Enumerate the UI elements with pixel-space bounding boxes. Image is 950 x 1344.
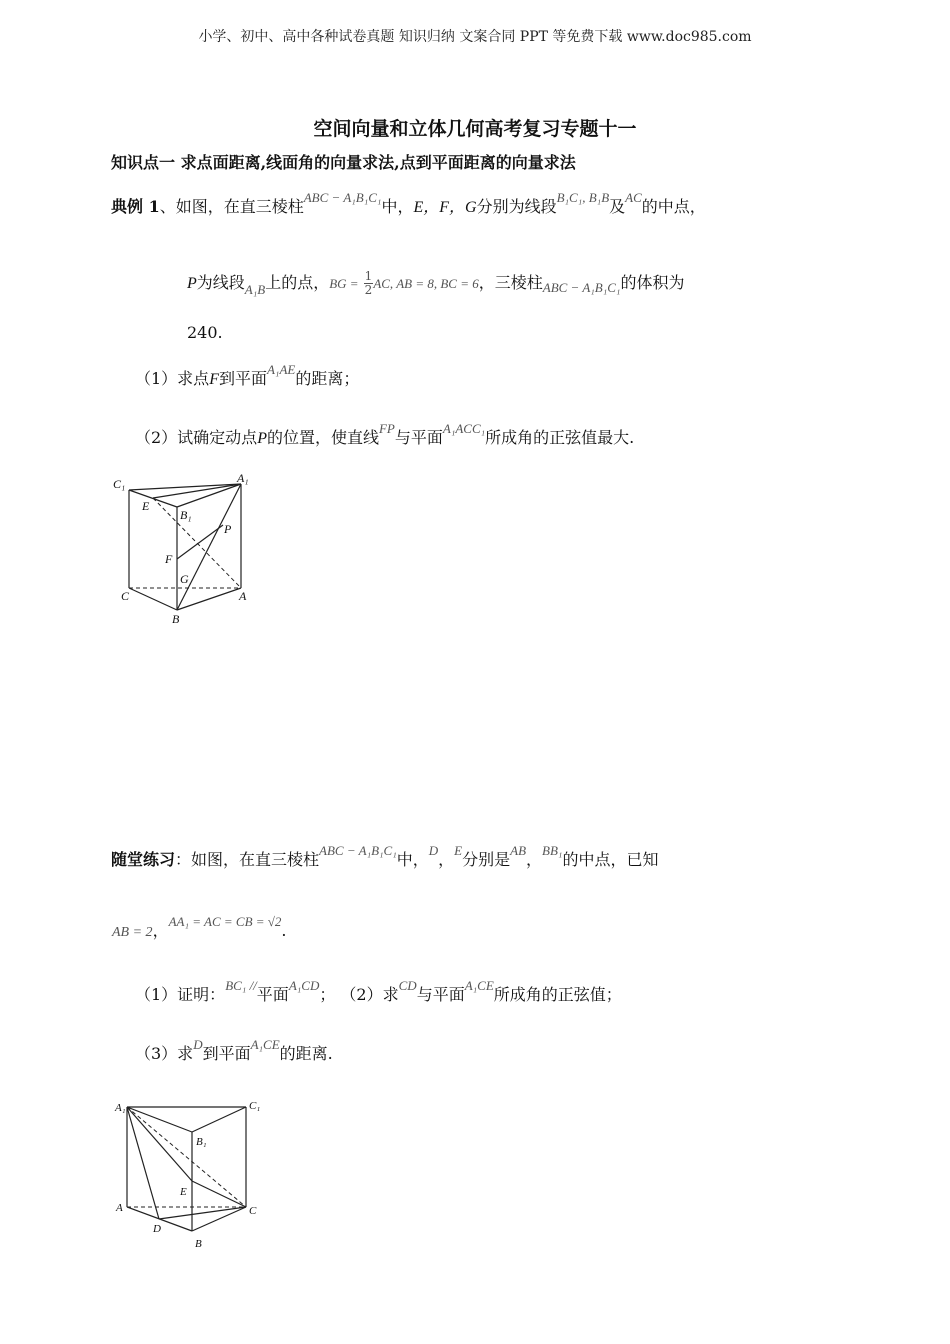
practice-questions-1-2 <box>135 978 622 1007</box>
text: 、如图，在直三棱柱 <box>159 197 304 216</box>
text: 所成角的正弦值； <box>493 985 622 1004</box>
math: E，F，G <box>413 199 477 216</box>
label-b: B <box>172 612 180 626</box>
text: 为线段 <box>196 273 245 292</box>
text: （1）求点 <box>135 369 210 388</box>
math: A₁AE <box>266 362 296 377</box>
example1-line2 <box>187 270 684 297</box>
label-c: C <box>121 589 130 603</box>
math: D <box>428 843 439 858</box>
segment-a1d <box>127 1107 159 1219</box>
text: 中， <box>396 850 429 869</box>
label-a: A <box>239 589 247 603</box>
text: 所成角的正弦值最大. <box>485 428 635 447</box>
example1-volume: 240. <box>187 323 223 342</box>
text: 的中点， <box>641 197 706 216</box>
example1-line1 <box>111 190 706 219</box>
text: ， <box>438 850 455 869</box>
label-p: P <box>224 522 232 536</box>
math: AB = 2 <box>112 925 153 940</box>
math: ABC − A₁B₁C₁ <box>319 843 397 858</box>
label-c1: C₁ <box>113 477 126 491</box>
text: （3）求 <box>135 1044 194 1063</box>
math: P <box>257 430 267 447</box>
label-b1: B₁ <box>180 508 192 522</box>
text: 与平面 <box>416 985 465 1004</box>
text: （2）试确定动点 <box>135 428 258 447</box>
text: 的位置，使直线 <box>266 428 379 447</box>
text: . <box>281 921 287 940</box>
math: AB <box>510 843 527 858</box>
math: B₁C₁, B₁B <box>556 190 610 205</box>
text: 中， <box>381 197 414 216</box>
label-b1: B₁ <box>196 1136 207 1148</box>
label-c: C <box>249 1205 257 1217</box>
math: A₁CE <box>250 1037 280 1052</box>
math: AA₁ = AC = CB = √2 <box>168 914 282 929</box>
text: 的中点，已知 <box>562 850 659 869</box>
text: ，三棱柱 <box>478 273 543 292</box>
practice-line1 <box>111 843 659 872</box>
example1-question1 <box>135 362 360 391</box>
math: E <box>454 843 463 858</box>
label-a1: A₁ <box>237 471 249 485</box>
label-g: G <box>180 572 189 586</box>
math: FP <box>378 421 395 436</box>
label-e: E <box>142 499 150 513</box>
text: 与平面 <box>394 428 443 447</box>
text: 及 <box>609 197 626 216</box>
site-header: 小学、初中、高中各种试卷真题 知识归纳 文案合同 PPT 等免费下载 www.doc985.com <box>198 29 752 45</box>
label-e: E <box>180 1186 187 1198</box>
label-a: A <box>116 1202 123 1214</box>
math: AC <box>625 190 642 205</box>
example1-label: 典例 1 <box>111 197 160 216</box>
practice-question3 <box>135 1037 333 1066</box>
text: 分别是 <box>462 850 511 869</box>
text: 到平面 <box>202 1044 251 1063</box>
text: 的体积为 <box>620 273 685 292</box>
text: ； （2）求 <box>319 985 399 1004</box>
text: （1）证明： <box>135 985 226 1004</box>
label-b: B <box>195 1238 202 1250</box>
math: A₁CD <box>288 978 320 993</box>
label-d: D <box>153 1223 161 1235</box>
math: A₁B <box>244 282 266 297</box>
edge-cb <box>129 588 177 610</box>
math: AC, AB = 8, BC = 6 <box>373 276 479 291</box>
frac-num: 1 <box>364 269 373 283</box>
math: A₁ACC₁ <box>442 421 486 436</box>
practice-line2 <box>112 914 287 944</box>
page-title: 空间向量和立体几何高考复习专题十一 <box>313 118 637 140</box>
math: A₁CE <box>464 978 494 993</box>
label-a1: A₁ <box>115 1102 126 1114</box>
math: F <box>209 371 219 388</box>
text: 到平面 <box>218 369 267 388</box>
edge-b1c1 <box>192 1107 246 1132</box>
edge-a1b1 <box>127 1107 192 1132</box>
math: BG = <box>329 276 359 291</box>
math: BB₁ <box>542 843 563 858</box>
label-f: F <box>165 552 173 566</box>
text: 分别为线段 <box>476 197 557 216</box>
text: 平面 <box>256 985 289 1004</box>
label-c1: C₁ <box>249 1100 261 1112</box>
knowledge-point-heading: 知识点一 求点面距离,线面角的向量求法,点到平面距离的向量求法 <box>111 153 576 172</box>
text: ， <box>152 921 169 940</box>
text: ， <box>526 850 543 869</box>
segment-a1e <box>127 1107 192 1181</box>
frac-den: 2 <box>364 283 373 297</box>
math: CD <box>398 978 417 993</box>
text: 上的点， <box>265 273 330 292</box>
figure1-prism-diagram <box>108 470 268 630</box>
practice-label: 随堂练习 <box>111 850 176 869</box>
fraction-one-half <box>364 270 374 297</box>
figure2-prism-diagram <box>112 1095 272 1255</box>
text: ：如图，在直三棱柱 <box>175 850 320 869</box>
math: D <box>193 1037 203 1052</box>
text: 的距离； <box>295 369 360 388</box>
math: P <box>187 275 197 292</box>
text: 的距离. <box>279 1044 333 1063</box>
hidden-segment-ea <box>153 498 241 588</box>
math: ABC − A₁B₁C₁ <box>303 190 382 205</box>
math: ABC − A₁B₁C₁ <box>542 280 621 295</box>
math: BC₁ // <box>225 978 257 993</box>
example1-question2 <box>135 421 635 450</box>
